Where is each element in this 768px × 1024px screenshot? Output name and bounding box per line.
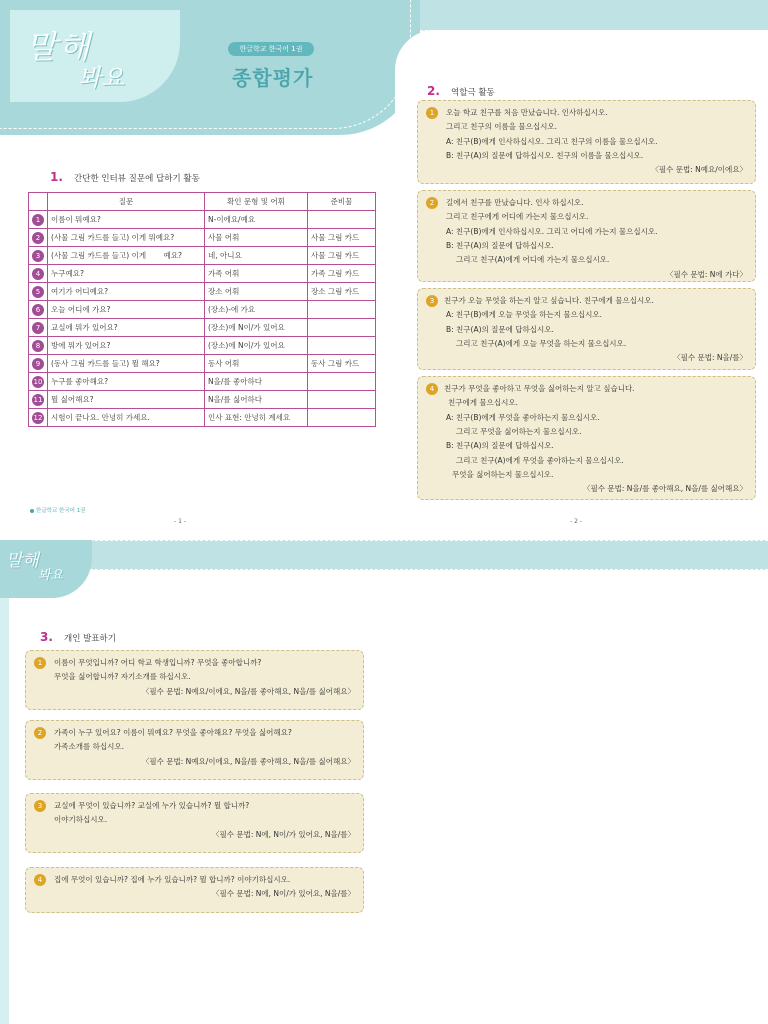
section1-title: 간단한 인터뷰 질문에 답하기 활동 xyxy=(74,174,200,184)
s2-text-line: 무엇을 싫어하는지 물으십시오. xyxy=(452,469,554,479)
book-label-badge: 한글학교 한국어 1권 xyxy=(228,42,314,56)
row-number: 1 xyxy=(32,214,44,226)
row-pattern: (장소)-에 가요 xyxy=(205,301,308,319)
s3-text-line: 이야기하십시오. xyxy=(54,815,108,825)
header-pattern: 확인 문형 및 어휘 xyxy=(205,193,308,211)
table-row xyxy=(29,391,376,409)
row-number-cell xyxy=(29,355,48,373)
row-number-cell xyxy=(29,265,48,283)
table-row xyxy=(29,301,376,319)
s3-number-icon: 4 xyxy=(34,874,46,886)
s2-text-line: 그리고 친구(A)에게 어디에 가는지 물으십시오. xyxy=(456,255,610,265)
logo-text-line1: 말해 xyxy=(26,28,92,66)
s3-text-line: 무엇을 싫어합니까? 자기소개를 하십시오. xyxy=(54,672,191,682)
row-question: 방에 뭐가 있어요? xyxy=(48,337,205,355)
row-question: 뭘 싫어해요? xyxy=(48,391,205,409)
s2-grammar-note: 〈필수 문법: N을/를〉 xyxy=(673,353,747,363)
table-header-row xyxy=(29,193,376,211)
s2-text-line: 친구에게 물으십시오. xyxy=(448,398,518,408)
s2-text-line: A: 친구(B)에게 무엇을 좋아하는지 물으십시오. xyxy=(446,412,600,422)
row-number: 11 xyxy=(33,395,43,404)
row-number-cell xyxy=(29,409,48,427)
row-number: 2 xyxy=(32,232,44,244)
row-number-cell xyxy=(29,337,48,355)
row-prep xyxy=(308,211,376,229)
interview-table xyxy=(28,192,376,427)
row-pattern: 사물 어휘 xyxy=(205,229,308,247)
page-title: 종합평가 xyxy=(232,66,314,90)
row-number-cell xyxy=(29,211,48,229)
row-pattern: N을/를 좋아하다 xyxy=(205,373,308,391)
row-question: 여기가 어디예요? xyxy=(48,283,205,301)
s2-grammar-note: 〈필수 문법: N에 가다〉 xyxy=(665,269,747,279)
section3-heading xyxy=(40,626,116,645)
row-number-cell xyxy=(29,391,48,409)
row-pattern: 네, 아니요 xyxy=(205,247,308,265)
s2-text-line: A: 친구(B)에게 인사하십시오. 그리고 어디에 가는지 물으십시오. xyxy=(446,226,658,236)
header-num xyxy=(29,193,48,211)
row-number-cell xyxy=(29,301,48,319)
s3-grammar-note: 〈필수 문법: N예요/이에요, N을/를 좋아해요, N을/를 싫어해요〉 xyxy=(141,756,355,766)
s2-text-line: A: 친구(B)에게 오늘 무엇을 하는지 물으십시오. xyxy=(446,310,602,320)
row-question: 교실에 뭐가 있어요? xyxy=(48,319,205,337)
table-row xyxy=(29,373,376,391)
page-number-1: - 1 - xyxy=(174,518,186,525)
row-number: 7 xyxy=(32,322,44,334)
s3-box-2 xyxy=(25,720,364,780)
s3-box-4 xyxy=(25,867,364,913)
row-prep: 동사 그림 카드 xyxy=(308,355,376,373)
row-number-cell xyxy=(29,319,48,337)
s2-box-1 xyxy=(417,100,756,184)
s2-box-2 xyxy=(417,190,756,282)
table-row xyxy=(29,409,376,427)
s2-box-3 xyxy=(417,288,756,370)
section1-heading xyxy=(50,166,200,185)
row-number: 10 xyxy=(33,377,43,386)
row-number: 6 xyxy=(32,304,44,316)
logo-text-line2: 봐요 xyxy=(78,64,125,92)
s2-text-line: B: 친구(A)의 질문에 답하십시오. 친구의 이름을 물으십시오. xyxy=(446,150,644,160)
s2-grammar-note: 〈필수 문법: N을/를 좋아해요, N을/를 싫어해요〉 xyxy=(582,484,747,494)
logo-small-line2: 봐요 xyxy=(38,568,64,583)
row-prep: 사물 그림 카드 xyxy=(308,229,376,247)
row-question: 누구를 좋아해요? xyxy=(48,373,205,391)
s2-box-4 xyxy=(417,376,756,500)
table-row xyxy=(29,211,376,229)
table-row xyxy=(29,283,376,301)
s2-text-line: 그리고 친구(A)에게 오늘 무엇을 하는지 물으십시오. xyxy=(456,338,627,348)
s2-text-line: 그리고 친구(A)에게 무엇을 좋아하는지 물으십시오. xyxy=(456,455,624,465)
table-row xyxy=(29,265,376,283)
row-prep: 사물 그림 카드 xyxy=(308,247,376,265)
s3-number-icon: 2 xyxy=(34,727,46,739)
table-row xyxy=(29,247,376,265)
row-pattern: N-이에요/예요 xyxy=(205,211,308,229)
row-pattern: (장소)에 N이/가 있어요 xyxy=(205,337,308,355)
s2-text-line: 오늘 학교 친구를 처음 만났습니다. 인사하십시오. xyxy=(446,108,608,117)
s2-text-line: 친구가 오늘 무엇을 하는지 알고 싶습니다. 친구에게 물으십시오. xyxy=(444,296,654,305)
s3-box-3 xyxy=(25,793,364,853)
row-question: 누구예요? xyxy=(48,265,205,283)
row-number: 8 xyxy=(32,340,44,352)
row-number-cell xyxy=(29,229,48,247)
row-number: 4 xyxy=(32,268,44,280)
row-number-cell xyxy=(29,283,48,301)
footer-book-label xyxy=(30,506,86,514)
row-pattern: (장소)에 N이/가 있어요 xyxy=(205,319,308,337)
s2-number-icon: 3 xyxy=(426,295,438,307)
row-prep xyxy=(308,409,376,427)
table-row xyxy=(29,229,376,247)
s2-text-line: 길에서 친구를 만났습니다. 인사 하십시오. xyxy=(446,198,584,207)
section2-heading xyxy=(427,80,495,99)
row-number-cell xyxy=(29,247,48,265)
row-question: 시험이 끝나요. 안녕히 가세요. xyxy=(48,409,205,427)
s3-grammar-note: 〈필수 문법: N예요/이에요, N을/를 좋아해요, N을/를 싫어해요〉 xyxy=(141,686,355,696)
section2-number: 2. xyxy=(427,84,440,98)
s3-grammar-note: 〈필수 문법: N에, N이/가 있어요, N을/를〉 xyxy=(211,889,355,899)
page-number-2: - 2 - xyxy=(570,518,582,525)
row-pattern: 동사 어휘 xyxy=(205,355,308,373)
s3-number-icon: 1 xyxy=(34,657,46,669)
section3-number: 3. xyxy=(40,630,53,644)
table-row xyxy=(29,337,376,355)
s2-text-line: B: 친구(A)의 질문에 답하십시오. xyxy=(446,240,554,250)
row-number-cell xyxy=(29,373,48,391)
s3-text-line: 집에 무엇이 있습니까? 집에 누가 있습니까? 뭘 합니까? 이야기하십시오. xyxy=(54,875,291,884)
section3-title: 개인 발표하기 xyxy=(64,634,116,644)
row-prep xyxy=(308,373,376,391)
row-number: 3 xyxy=(32,250,44,262)
row-prep xyxy=(308,391,376,409)
s3-grammar-note: 〈필수 문법: N에, N이/가 있어요, N을/를〉 xyxy=(211,829,355,839)
row-number: 9 xyxy=(32,358,44,370)
row-pattern: 인사 표현: 안녕히 계세요 xyxy=(205,409,308,427)
footer-dot-icon xyxy=(30,509,34,513)
section1-number: 1. xyxy=(50,170,63,184)
s3-text-line: 교실에 무엇이 있습니까? 교실에 누가 있습니까? 뭘 합니까? xyxy=(54,801,250,810)
row-prep: 가족 그림 카드 xyxy=(308,265,376,283)
row-number: 12 xyxy=(33,413,43,422)
row-pattern: 가족 어휘 xyxy=(205,265,308,283)
header-prep: 준비물 xyxy=(308,193,376,211)
row-question: 오늘 어디에 가요? xyxy=(48,301,205,319)
s2-text-line: A: 친구(B)에게 인사하십시오. 그리고 친구의 이름을 물으십시오. xyxy=(446,136,658,146)
row-prep xyxy=(308,319,376,337)
side-strip xyxy=(0,540,9,1024)
s3-box-1 xyxy=(25,650,364,710)
s2-number-icon: 2 xyxy=(426,197,438,209)
row-number: 5 xyxy=(32,286,44,298)
s2-text-line: 그리고 친구의 이름을 물으십시오. xyxy=(446,122,557,132)
row-prep: 장소 그림 카드 xyxy=(308,283,376,301)
s2-number-icon: 1 xyxy=(426,107,438,119)
s2-text-line: B: 친구(A)의 질문에 답하십시오. xyxy=(446,441,554,451)
s2-text-line: 친구가 무엇을 좋아하고 무엇을 싫어하는지 알고 싶습니다. xyxy=(444,384,635,393)
row-pattern: N을/를 싫어하다 xyxy=(205,391,308,409)
row-pattern: 장소 어휘 xyxy=(205,283,308,301)
s2-grammar-note: 〈필수 문법: N예요/이에요〉 xyxy=(651,165,747,175)
row-question: (동사 그림 카드를 들고) 뭘 해요? xyxy=(48,355,205,373)
row-question: (사물 그림 카드를 들고) 이게 예요? xyxy=(48,247,205,265)
s3-text-line: 가족소개를 하십시오. xyxy=(54,742,124,752)
row-prep xyxy=(308,301,376,319)
table-row xyxy=(29,319,376,337)
table-row xyxy=(29,355,376,373)
s2-text-line: B: 친구(A)의 질문에 답하십시오. xyxy=(446,324,554,334)
s3-number-icon: 3 xyxy=(34,800,46,812)
s2-text-line: 그리고 친구에게 어디에 가는지 물으십시오. xyxy=(446,212,589,222)
row-question: (사물 그림 카드를 들고) 이게 뭐예요? xyxy=(48,229,205,247)
row-question: 이름이 뭐예요? xyxy=(48,211,205,229)
header-band-2 xyxy=(0,540,768,570)
s3-text-line: 이름이 무엇입니까? 어디 학교 학생입니까? 무엇을 좋아합니까? xyxy=(54,658,262,667)
s2-text-line: 그리고 무엇을 싫어하는지 물으십시오. xyxy=(456,426,582,436)
s2-number-icon: 4 xyxy=(426,383,438,395)
page-bottom xyxy=(0,540,768,1024)
s3-text-line: 가족이 누구 있어요? 이름이 뭐예요? 무엇을 좋아해요? 무엇을 싫어해요? xyxy=(54,728,292,737)
section2-title: 역할극 활동 xyxy=(451,88,495,98)
footer-book-text: 한글학교 한국어 1권 xyxy=(36,508,86,514)
header-question: 질문 xyxy=(48,193,205,211)
row-prep xyxy=(308,337,376,355)
logo-small-line1: 말해 xyxy=(6,551,39,571)
